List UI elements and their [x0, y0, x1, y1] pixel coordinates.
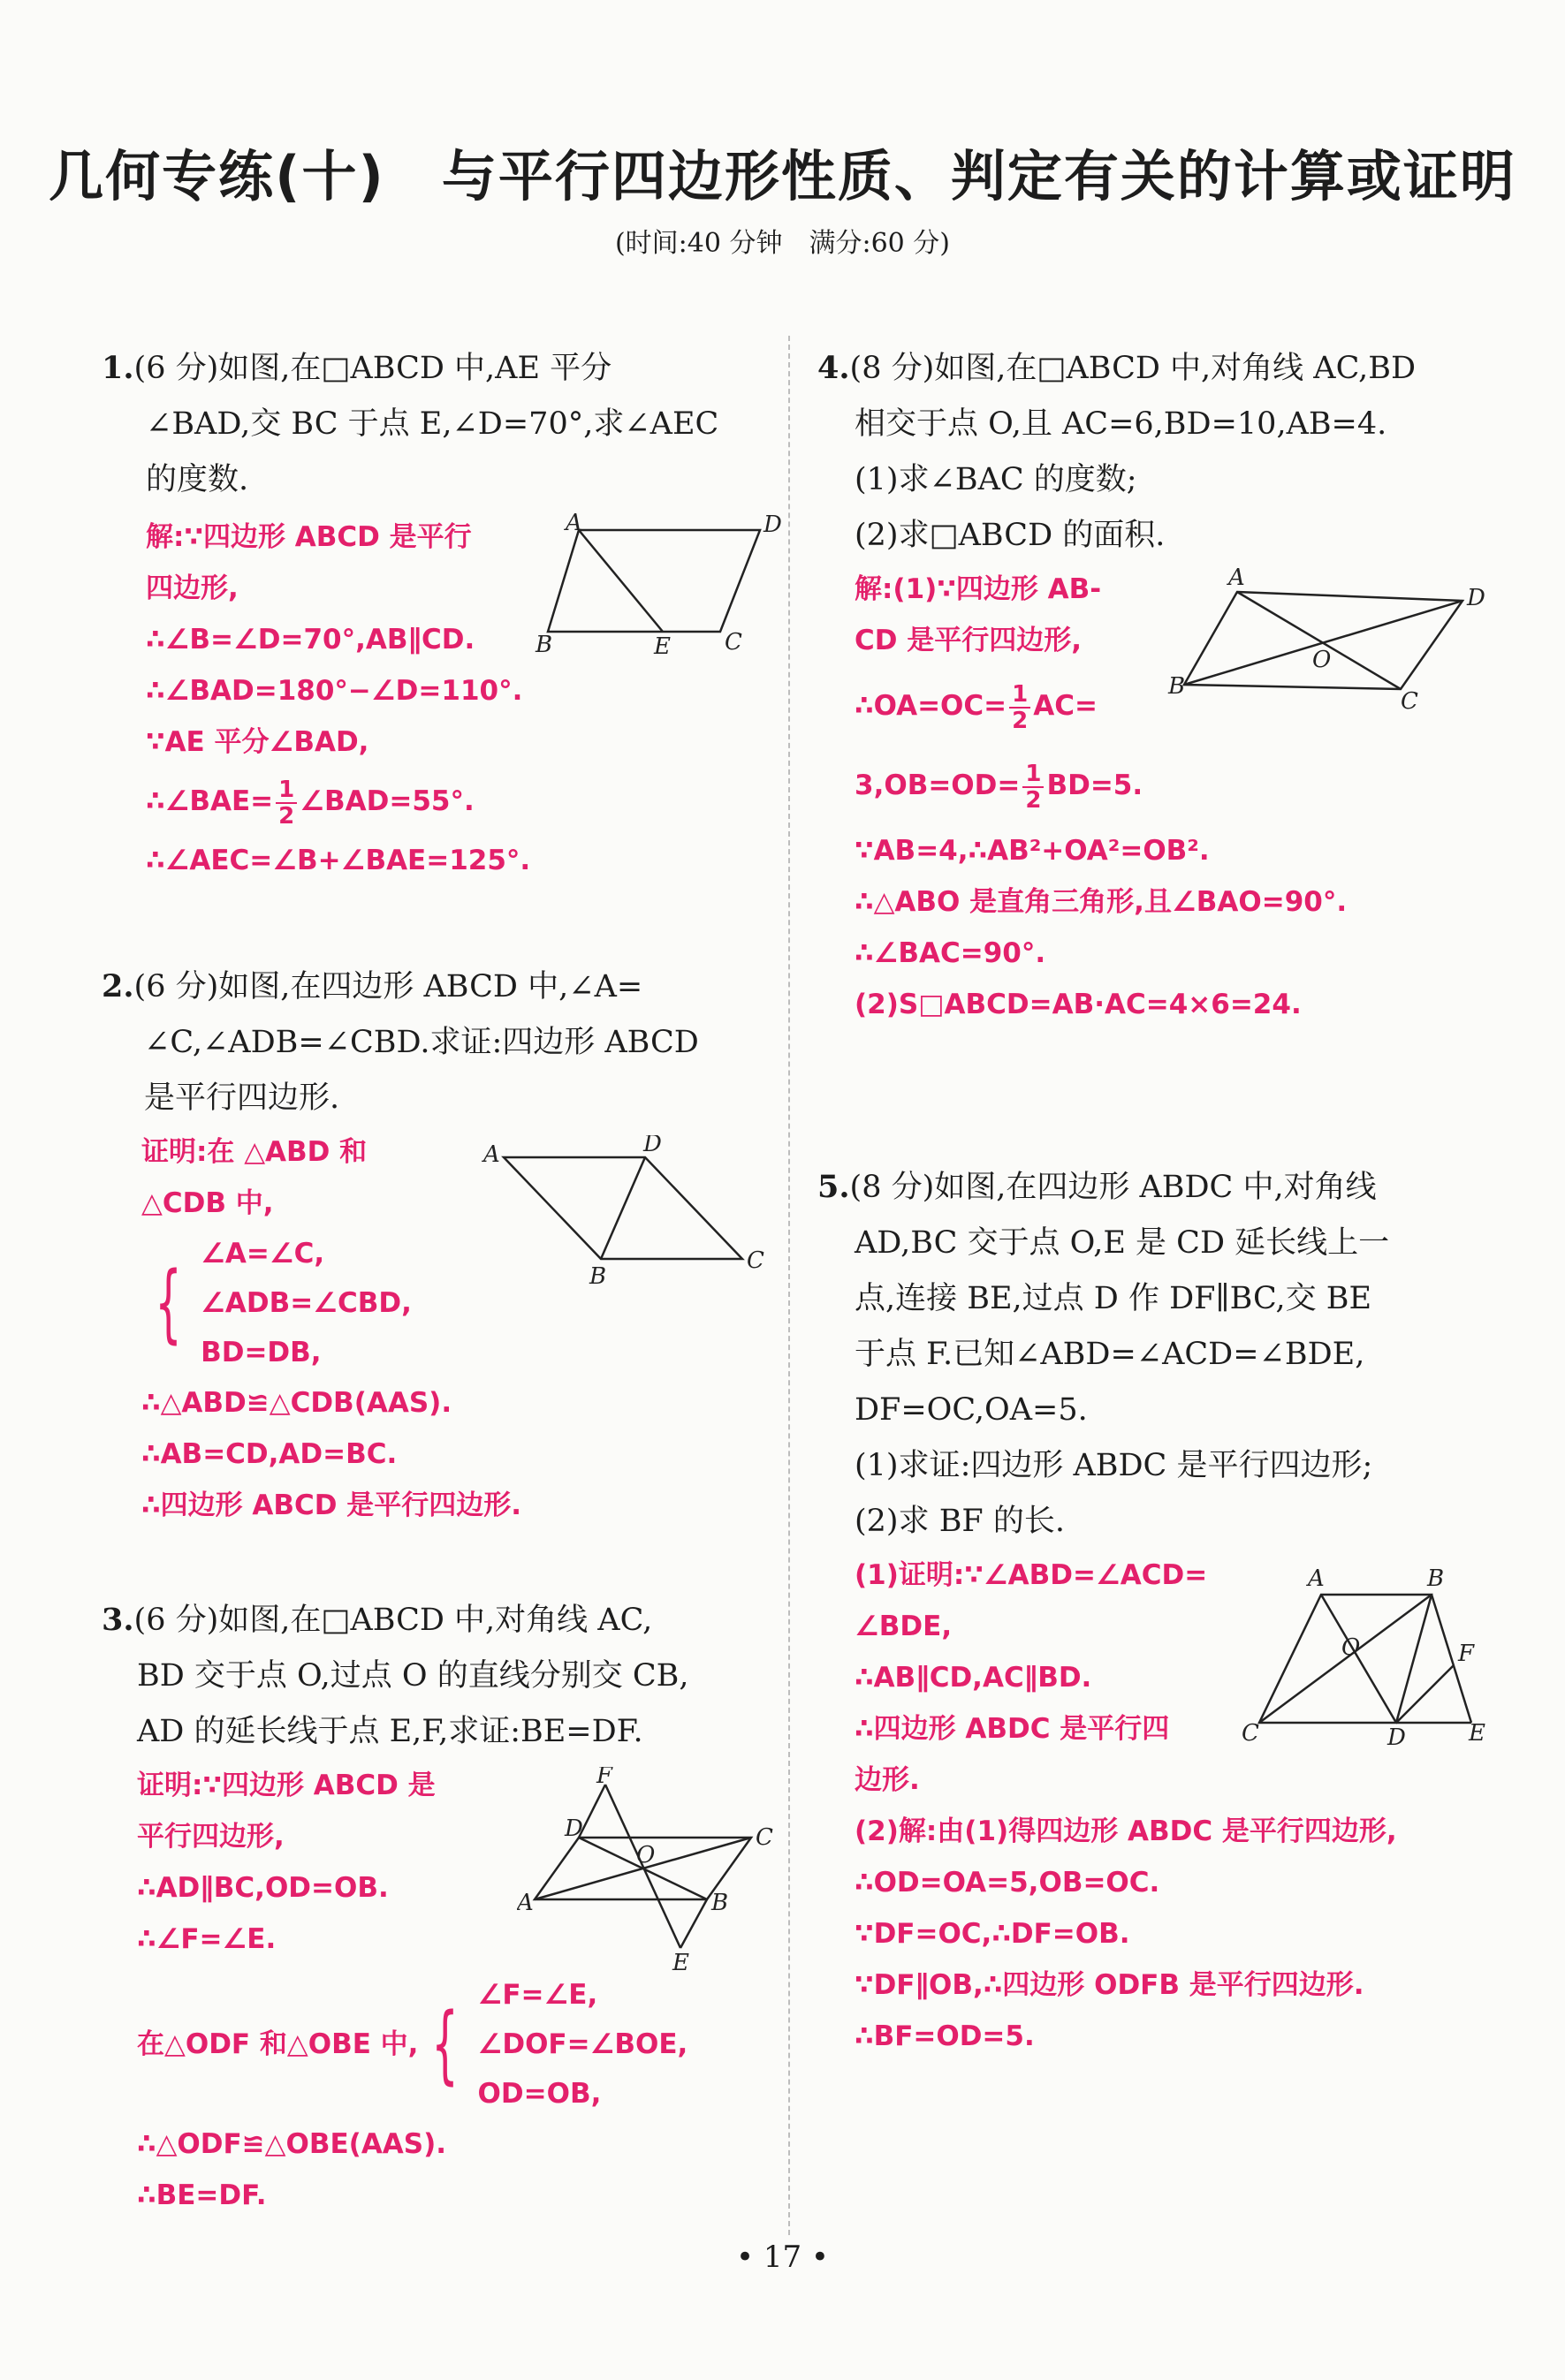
figure-4-parallelogram	[1158, 565, 1493, 716]
label-A: A	[517, 1890, 534, 1916]
question-line: DF=OC,OA=5.	[855, 1392, 1088, 1428]
figure-5-quadrilateral	[1237, 1564, 1502, 1749]
condition-brace: { ∠A=∠C, ∠ADB=∠CBD, BD=DB,	[141, 1229, 773, 1377]
label-A: A	[1308, 1565, 1325, 1592]
solution-line: ∵AB=4,∴AB²+OA²=OB².	[855, 835, 1210, 867]
column-divider	[788, 336, 790, 2235]
label-C: C	[747, 1247, 764, 1274]
question-line: AD 的延长线于点 E,F,求证:BE=DF.	[137, 1714, 643, 1749]
solution-line: ∴∠B=∠D=70°,AB∥CD.	[146, 624, 475, 656]
solution-line: ∴AB∥CD,AC∥BD.	[855, 1662, 1092, 1694]
condition-brace: 在△ODF 和△OBE 中, { ∠F=∠E, ∠DOF=∠BOE, OD=OB,	[137, 1970, 773, 2119]
question-line: ∠BAD,交 BC 于点 E,∠D=70°,求∠AEC	[146, 406, 719, 442]
question-line: (1)求∠BAC 的度数;	[855, 462, 1137, 497]
fraction: $\frac{1}{2}$	[1022, 762, 1044, 813]
question-line: (1)求证:四边形 ABDC 是平行四边形;	[855, 1448, 1373, 1483]
figure-1-parallelogram	[530, 512, 786, 654]
label-D: D	[764, 512, 782, 538]
solution-line: (2)解:由(1)得四边形 ABDC 是平行四边形,	[855, 1815, 1397, 1847]
label-D: D	[1467, 585, 1485, 611]
question-line: (6 分)如图,在四边形 ABCD 中,∠A=	[133, 969, 643, 1004]
label-B: B	[1168, 673, 1186, 700]
solution-line: ∴四边形 ABDC 是平行四	[855, 1713, 1170, 1745]
page-title: 几何专练(十) 与平行四边形性质、判定有关的计算或证明	[49, 144, 1516, 208]
solution-line: △CDB 中,	[141, 1187, 274, 1219]
label-A: A	[483, 1141, 500, 1168]
label-C: C	[1401, 688, 1418, 715]
solution-line: 证明:∵四边形 ABCD 是	[137, 1770, 436, 1801]
solution-line: ∴∠BAC=90°.	[855, 937, 1046, 969]
solution-line: ∴∠AEC=∠B+∠BAE=125°.	[146, 845, 531, 876]
page-subtitle: (时间:40 分钟 满分:60 分)	[614, 228, 951, 259]
solution-line: 解:(1)∵四边形 AB-	[855, 573, 1102, 605]
solution-line: CD 是平行四边形,	[855, 625, 1083, 656]
question-line: (6 分)如图,在□ABCD 中,AE 平分	[133, 351, 612, 386]
label-A: A	[566, 512, 582, 536]
question-line: 相交于点 O,且 AC=6,BD=10,AB=4.	[855, 406, 1387, 442]
label-D: D	[565, 1815, 583, 1842]
label-E: E	[672, 1950, 689, 1970]
page-number: • 17 •	[736, 2240, 829, 2275]
brace-prefix: 在△ODF 和△OBE 中,	[137, 2028, 419, 2060]
label-B: B	[1427, 1565, 1445, 1592]
solution-line: ∴△ABD≌△CDB(AAS).	[141, 1387, 452, 1419]
label-C: C	[756, 1824, 773, 1851]
label-O: O	[1341, 1634, 1361, 1661]
label-B: B	[589, 1263, 607, 1285]
label-D: D	[643, 1135, 662, 1157]
problem-number: 5.	[817, 1169, 850, 1205]
solution-line: ∴OD=OA=5,OB=OC.	[855, 1867, 1160, 1899]
question-line: 于点 F.已知∠ABD=∠ACD=∠BDE,	[855, 1337, 1365, 1372]
label-B: B	[711, 1890, 729, 1916]
solution-line: ∵DF=OC,∴DF=OB.	[855, 1918, 1130, 1950]
solution-line: 证明:在 △ABD 和	[141, 1136, 368, 1168]
problem-number: 4.	[817, 350, 850, 386]
fraction: $\frac{1}{2}$	[276, 777, 297, 829]
solution-line: ∴∠BAE= $\frac{1}{2}$ ∠BAD=55°.	[146, 776, 475, 830]
question-line: (8 分)如图,在四边形 ABDC 中,对角线	[849, 1170, 1377, 1205]
fraction: $\frac{1}{2}$	[1009, 682, 1030, 733]
condition-line: ∠DOF=∠BOE,	[477, 2028, 688, 2060]
condition-line: ∠F=∠E,	[477, 1979, 598, 2011]
label-O: O	[636, 1842, 656, 1868]
solution-line: 四边形,	[146, 572, 239, 604]
solution-line: ∴∠BAD=180°−∠D=110°.	[146, 675, 523, 707]
label-F: F	[1458, 1641, 1475, 1667]
solution-line: (1)证明:∵∠ABD=∠ACD=	[855, 1559, 1208, 1591]
solution-line: ∵AE 平分∠BAD,	[146, 726, 369, 758]
condition-line: ∠A=∠C,	[201, 1238, 325, 1270]
solution-line: ∴△ODF≌△OBE(AAS).	[137, 2128, 447, 2160]
question-line: BD 交于点 O,过点 O 的直线分别交 CB,	[137, 1658, 689, 1694]
solution-line: 3,OB=OD= $\frac{1}{2}$ BD=5.	[855, 760, 1143, 814]
question-line: ∠C,∠ADB=∠CBD.求证:四边形 ABCD	[144, 1025, 699, 1060]
figure-2-quadrilateral	[482, 1135, 773, 1285]
condition-line: ∠ADB=∠CBD,	[201, 1287, 412, 1319]
label-C: C	[1242, 1720, 1259, 1747]
question-line: 点,连接 BE,过点 D 作 DF∥BC,交 BE	[855, 1281, 1372, 1316]
solution-line: ∴OA=OC= $\frac{1}{2}$ AC=	[855, 680, 1098, 734]
question-line: (2)求□ABCD 的面积.	[855, 518, 1166, 553]
question-line: 是平行四边形.	[144, 1080, 340, 1116]
label-D: D	[1387, 1724, 1406, 1749]
solution-line: ∴BF=OD=5.	[855, 2020, 1035, 2052]
label-B: B	[536, 632, 553, 654]
label-E: E	[1469, 1720, 1485, 1747]
question-line: AD,BC 交于点 O,E 是 CD 延长线上一	[855, 1225, 1390, 1261]
solution-line: ∴BE=DF.	[137, 2179, 267, 2211]
label-C: C	[725, 629, 742, 654]
label-F: F	[596, 1767, 613, 1789]
solution-line: (2)S□ABCD=AB·AC=4×6=24.	[855, 989, 1302, 1020]
solution-line: 解:∵四边形 ABCD 是平行	[146, 521, 472, 553]
question-line: (2)求 BF 的长.	[855, 1504, 1065, 1539]
label-O: O	[1312, 647, 1332, 673]
solution-line: 边形.	[855, 1764, 920, 1796]
solution-line: ∴AD∥BC,OD=OB.	[137, 1872, 389, 1904]
solution-line: 平行四边形,	[137, 1821, 285, 1853]
solution-line: ∴四边形 ABCD 是平行四边形.	[141, 1489, 522, 1521]
problem-number: 3.	[102, 1602, 134, 1638]
label-A: A	[1228, 565, 1245, 591]
question-line: (6 分)如图,在□ABCD 中,对角线 AC,	[133, 1603, 653, 1638]
condition-line: OD=OB,	[477, 2078, 602, 2110]
question-line: 的度数.	[146, 462, 249, 497]
solution-line: ∠BDE,	[855, 1611, 953, 1642]
solution-line: ∵DF∥OB,∴四边形 ODFB 是平行四边形.	[855, 1969, 1364, 2001]
condition-line: BD=DB,	[201, 1337, 322, 1368]
solution-line: ∴AB=CD,AD=BC.	[141, 1438, 398, 1470]
solution-line: ∴∠F=∠E.	[137, 1923, 277, 1955]
label-E: E	[654, 633, 671, 654]
solution-line: ∴△ABO 是直角三角形,且∠BAO=90°.	[855, 886, 1348, 918]
problem-number: 2.	[102, 968, 134, 1004]
question-line: (8 分)如图,在□ABCD 中,对角线 AC,BD	[849, 351, 1417, 386]
problem-number: 1.	[102, 350, 134, 386]
figure-3-parallelogram	[517, 1767, 782, 1970]
